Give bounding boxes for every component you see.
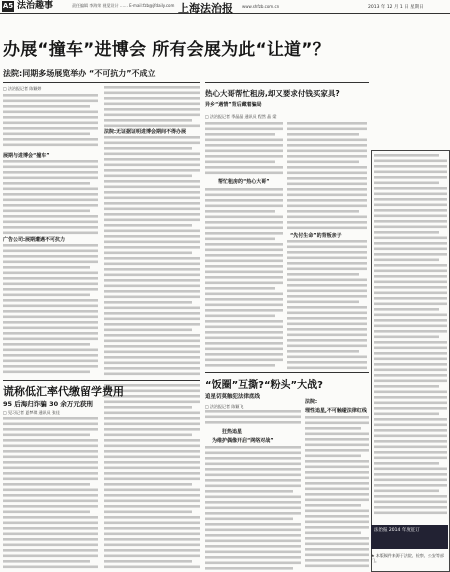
byline: □ 法治报记者 陈颖飞 (205, 404, 244, 409)
divider (205, 82, 369, 83)
article-subhead: 展期与进博会“撞车” (3, 153, 50, 159)
paper-url: www.shfzb.com.cn (242, 4, 280, 9)
divider (205, 372, 369, 373)
subhead: 法院:同期多场展览举办 “不可抗力”不成立 (3, 69, 156, 78)
article-subtitle: 95 后海归诈骗 30 余万元获刑 (3, 400, 93, 408)
date-line: 2013 年 12 月 1 日 星期日 (368, 5, 424, 10)
byline: □ 法治报记者 陈颖婷 (3, 86, 42, 91)
article-subhead: 帮忙租房的“热心大哥” (218, 179, 270, 185)
article-subhead: 广告公司:展期遭遇不可抗力 (3, 237, 66, 243)
article-title: “饭圈”互撕?“粉头”大战? (205, 380, 323, 391)
article-subhead: 为维护偶像开启“网络对战” (212, 438, 274, 444)
article-title: 热心大哥帮忙租房,却又要求付钱买家具? (205, 89, 340, 98)
footer-note: ★ 本版稿件来源于法院、检察、公安等部门。 (371, 553, 444, 563)
byline: □ 见习记者 夏梦琪 通讯员 张佳 (3, 410, 60, 415)
article-subhead: 法院:无证据证明进博会期间不得办展 (104, 129, 187, 135)
article-subtitle: 追星切莫触犯法律底线 (205, 394, 261, 400)
article-subhead: “先付生命”的背叛亲子 (290, 233, 342, 239)
byline: □ 法治报记者 季晶晶 通讯员 程然 晶 梁 (205, 114, 277, 119)
article-subhead: 理性追星,不可触碰法律红线 (305, 408, 367, 414)
masthead-meta: 责任编辑 李海荣 视觉设计 …… E-mail:fzb@jfdaily.com (72, 3, 175, 8)
divider (3, 380, 200, 381)
section-tag: A5 (2, 2, 14, 10)
article-subhead: 法院: (305, 399, 317, 405)
sidebar-box (371, 150, 450, 572)
section-title: 法治趣事 (17, 1, 54, 11)
headline: 办展“撞车”进博会 所有会展为此“让道”？ (3, 40, 330, 60)
article-subhead: 狂热追星 (222, 429, 243, 435)
article-title: 谎称低汇率代缴留学费用 (3, 385, 124, 398)
paper-name: 上海法治报 (178, 2, 233, 15)
ad-text: 法治报 2014 年度征订 (374, 528, 420, 533)
article-subtitle: 异乡“遇情”背后藏着骗局 (205, 102, 262, 108)
